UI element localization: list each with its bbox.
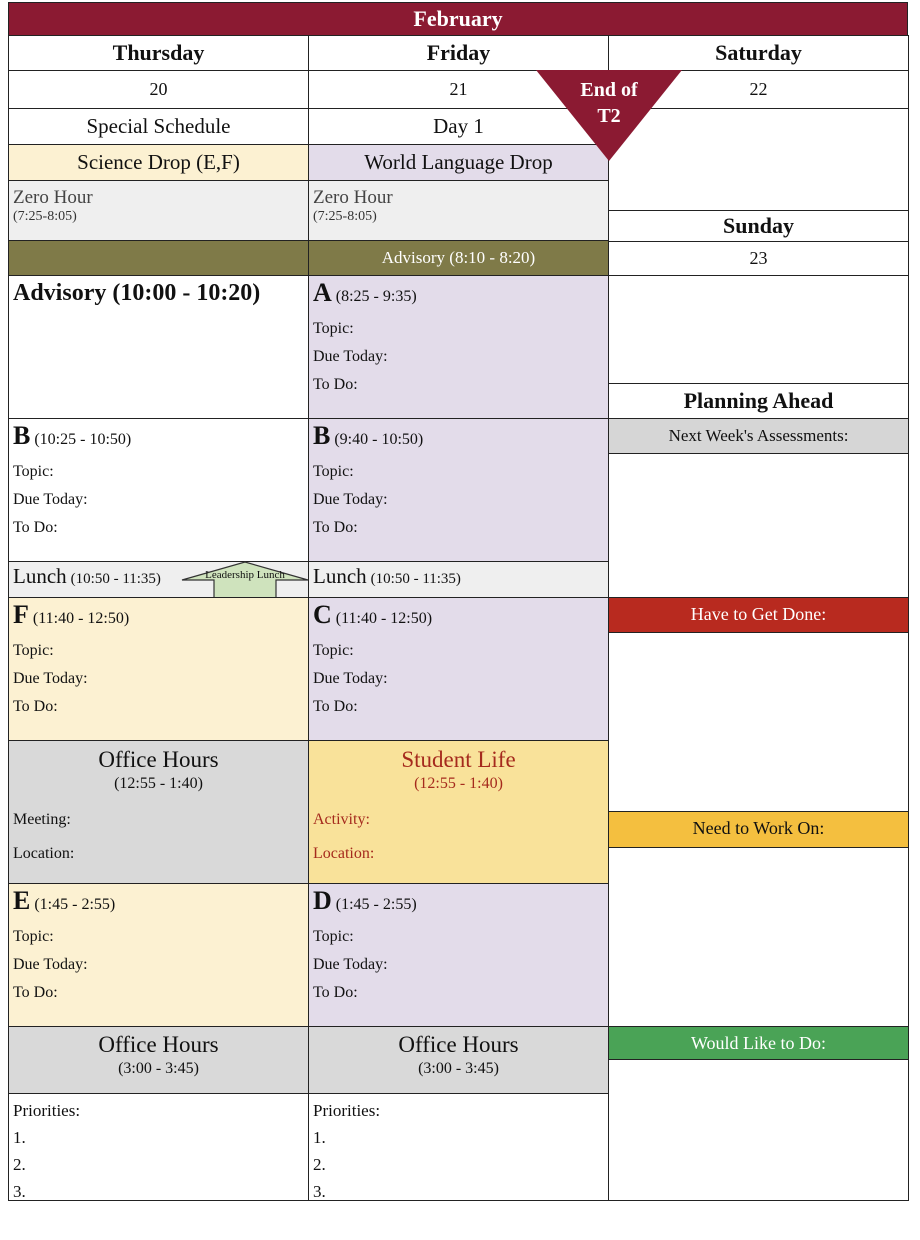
end-of-t2-callout bbox=[536, 70, 682, 162]
meeting-label: Meeting: bbox=[13, 811, 71, 828]
activity-label: Activity: bbox=[313, 811, 370, 828]
friday-priorities bbox=[308, 1093, 609, 1201]
leadership-lunch-label: Leadership Lunch bbox=[205, 569, 285, 581]
friday-zero-hour bbox=[308, 180, 609, 241]
friday-advisory-bar: Advisory (8:10 - 8:20) bbox=[308, 240, 609, 276]
to-do-label: To Do: bbox=[13, 698, 58, 715]
thursday-office-hours bbox=[8, 740, 309, 884]
priority-2: 2. bbox=[313, 1155, 326, 1174]
friday-period-b bbox=[308, 418, 609, 562]
friday-period-d bbox=[308, 883, 609, 1027]
friday-schedule: Day 1 bbox=[308, 108, 609, 145]
due-today-label: Due Today: bbox=[13, 670, 88, 687]
period-letter: E bbox=[13, 886, 31, 915]
office-hours-time: (12:55 - 1:40) bbox=[114, 775, 203, 792]
friday-student-life bbox=[308, 740, 609, 884]
date-sunday: 23 bbox=[608, 241, 909, 276]
thursday-schedule: Special Schedule bbox=[8, 108, 309, 145]
due-today-label: Due Today: bbox=[313, 670, 388, 687]
zero-hour-label: Zero Hour bbox=[13, 187, 93, 208]
office-hours-title: Office Hours bbox=[398, 1032, 519, 1057]
thursday-period-b bbox=[8, 418, 309, 562]
callout-text bbox=[536, 77, 682, 129]
thursday-office-hours-afternoon bbox=[8, 1026, 309, 1094]
have-to-area bbox=[608, 632, 909, 812]
day-header-friday: Friday bbox=[308, 35, 609, 71]
zero-hour-time: (7:25-8:05) bbox=[13, 209, 77, 224]
period-letter: D bbox=[313, 886, 332, 915]
period-time: (1:45 - 2:55) bbox=[34, 896, 116, 913]
due-today-label: Due Today: bbox=[313, 956, 388, 973]
priorities-label: Priorities: bbox=[13, 1101, 81, 1120]
friday-drop: World Language Drop bbox=[308, 144, 609, 181]
thursday-period-f bbox=[8, 597, 309, 741]
thursday-advisory bbox=[8, 275, 309, 419]
priority-3: 3. bbox=[313, 1182, 326, 1201]
day-header-sunday: Sunday bbox=[608, 210, 909, 242]
lunch-label: Lunch bbox=[313, 564, 367, 588]
student-life-title: Student Life bbox=[401, 747, 516, 772]
priority-1: 1. bbox=[313, 1128, 326, 1147]
callout-line-1: End of bbox=[580, 79, 638, 101]
thursday-period-e bbox=[8, 883, 309, 1027]
period-time: (8:25 - 9:35) bbox=[335, 288, 417, 305]
period-time: (11:40 - 12:50) bbox=[32, 610, 130, 627]
period-time: (1:45 - 2:55) bbox=[335, 896, 417, 913]
friday-period-c bbox=[308, 597, 609, 741]
priority-2: 2. bbox=[13, 1155, 26, 1174]
period-letter: A bbox=[313, 278, 332, 307]
need-to-area bbox=[608, 847, 909, 1027]
topic-label: Topic: bbox=[313, 320, 354, 337]
to-do-label: To Do: bbox=[313, 984, 358, 1001]
office-hours-title: Office Hours bbox=[98, 1032, 219, 1057]
priority-1: 1. bbox=[13, 1128, 26, 1147]
date-saturday: 22 bbox=[608, 70, 909, 109]
location-label: Location: bbox=[13, 845, 75, 862]
leadership-lunch-arrow bbox=[178, 560, 312, 598]
topic-label: Topic: bbox=[313, 928, 354, 945]
would-like-area bbox=[608, 1059, 909, 1201]
planning-ahead-title: Planning Ahead bbox=[608, 383, 909, 419]
to-do-label: To Do: bbox=[313, 698, 358, 715]
due-today-label: Due Today: bbox=[313, 348, 388, 365]
office-hours-time: (3:00 - 3:45) bbox=[118, 1060, 199, 1077]
friday-lunch bbox=[308, 561, 609, 598]
assessments-area bbox=[608, 453, 909, 598]
callout-line-2: T2 bbox=[597, 105, 621, 127]
period-letter: F bbox=[13, 600, 29, 629]
location-label: Location: bbox=[313, 845, 375, 862]
period-time: (11:40 - 12:50) bbox=[335, 610, 433, 627]
student-life-time: (12:55 - 1:40) bbox=[414, 775, 503, 792]
priorities-label: Priorities: bbox=[313, 1101, 381, 1120]
sunday-body bbox=[608, 275, 909, 384]
period-time: (9:40 - 10:50) bbox=[334, 431, 424, 448]
month-banner: February bbox=[8, 2, 908, 36]
date-thursday: 20 bbox=[8, 70, 309, 109]
office-hours-title: Office Hours bbox=[98, 747, 219, 772]
day-header-thursday: Thursday bbox=[8, 35, 309, 71]
topic-label: Topic: bbox=[13, 928, 54, 945]
to-do-label: To Do: bbox=[13, 984, 58, 1001]
zero-hour-time: (7:25-8:05) bbox=[313, 209, 377, 224]
period-letter: B bbox=[313, 421, 331, 450]
thursday-priorities bbox=[8, 1093, 309, 1201]
need-to-work-on-header: Need to Work On: bbox=[608, 811, 909, 848]
topic-label: Topic: bbox=[313, 642, 354, 659]
friday-office-hours-afternoon bbox=[308, 1026, 609, 1094]
advisory-title: Advisory (10:00 - 10:20) bbox=[13, 280, 261, 306]
due-today-label: Due Today: bbox=[313, 491, 388, 508]
thursday-zero-hour bbox=[8, 180, 309, 241]
next-week-assessments-header: Next Week's Assessments: bbox=[608, 418, 909, 454]
lunch-time: (10:50 - 11:35) bbox=[370, 571, 461, 587]
to-do-label: To Do: bbox=[13, 519, 58, 536]
friday-period-a bbox=[308, 275, 609, 419]
day-header-saturday: Saturday bbox=[608, 35, 909, 71]
period-letter: C bbox=[313, 600, 332, 629]
period-letter: B bbox=[13, 421, 31, 450]
topic-label: Topic: bbox=[13, 463, 54, 480]
topic-label: Topic: bbox=[313, 463, 354, 480]
have-to-get-done-header: Have to Get Done: bbox=[608, 597, 909, 633]
due-today-label: Due Today: bbox=[13, 491, 88, 508]
to-do-label: To Do: bbox=[313, 519, 358, 536]
priority-3: 3. bbox=[13, 1182, 26, 1201]
thursday-drop: Science Drop (E,F) bbox=[8, 144, 309, 181]
lunch-label: Lunch bbox=[13, 564, 67, 588]
to-do-label: To Do: bbox=[313, 376, 358, 393]
would-like-to-do-header: Would Like to Do: bbox=[608, 1026, 909, 1060]
period-time: (10:25 - 10:50) bbox=[34, 431, 132, 448]
office-hours-time: (3:00 - 3:45) bbox=[418, 1060, 499, 1077]
topic-label: Topic: bbox=[13, 642, 54, 659]
date-friday: 21 bbox=[308, 70, 609, 109]
thursday-advisory-bar bbox=[8, 240, 309, 276]
due-today-label: Due Today: bbox=[13, 956, 88, 973]
lunch-time: (10:50 - 11:35) bbox=[70, 571, 161, 587]
zero-hour-label: Zero Hour bbox=[313, 187, 393, 208]
